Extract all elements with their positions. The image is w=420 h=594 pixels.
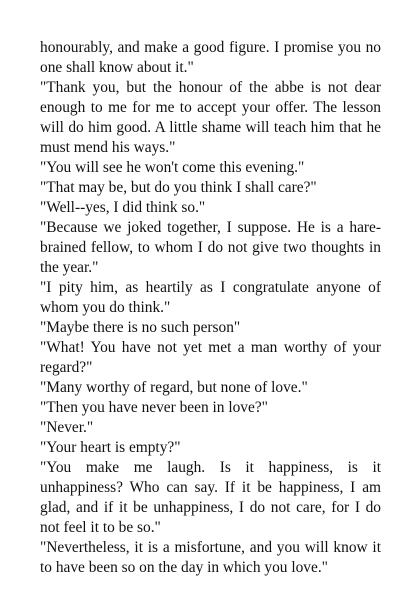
paragraph: "Nevertheless, it is a misfortune, and you will know it to have been so on the day in which you love." — [40, 539, 381, 576]
paragraph: "What! You have not yet met a man worthy of your regard?" — [40, 339, 381, 376]
paragraph: "Thank you, but the honour of the abbe is not dear enough to me for me to accept your offer. The lesson will do him good. A little shame will teach him that he must mend his ways." — [40, 79, 381, 156]
paragraph: "You make me laugh. Is it happiness, is it unhappiness? Who can say. If it be happiness, I am glad, and if it be unhappiness, I do not care, for I do not feel it to be so." — [40, 459, 381, 536]
paragraph: "Never." — [40, 419, 94, 436]
paragraph: "You will see he won't come this evening." — [40, 159, 305, 176]
paragraph: "Then you have never been in love?" — [40, 399, 268, 416]
paragraph: "Because we joked together, I suppose. He is a hare-brained fellow, to whom I do not give two thoughts in the year." — [40, 219, 381, 276]
paragraph: "Many worthy of regard, but none of love." — [40, 379, 308, 396]
paragraph: "Maybe there is no such person" — [40, 319, 241, 336]
paragraph: honourably, and make a good figure. I promise you no one shall know about it." — [40, 39, 381, 76]
paragraph: "Well--yes, I did think so." — [40, 199, 206, 216]
page-text — [40, 38, 381, 578]
paragraph: "I pity him, as heartily as I congratulate anyone of whom you do think." — [40, 279, 381, 316]
paragraph: "That may be, but do you think I shall care?" — [40, 179, 317, 196]
paragraph: "Your heart is empty?" — [40, 439, 181, 456]
